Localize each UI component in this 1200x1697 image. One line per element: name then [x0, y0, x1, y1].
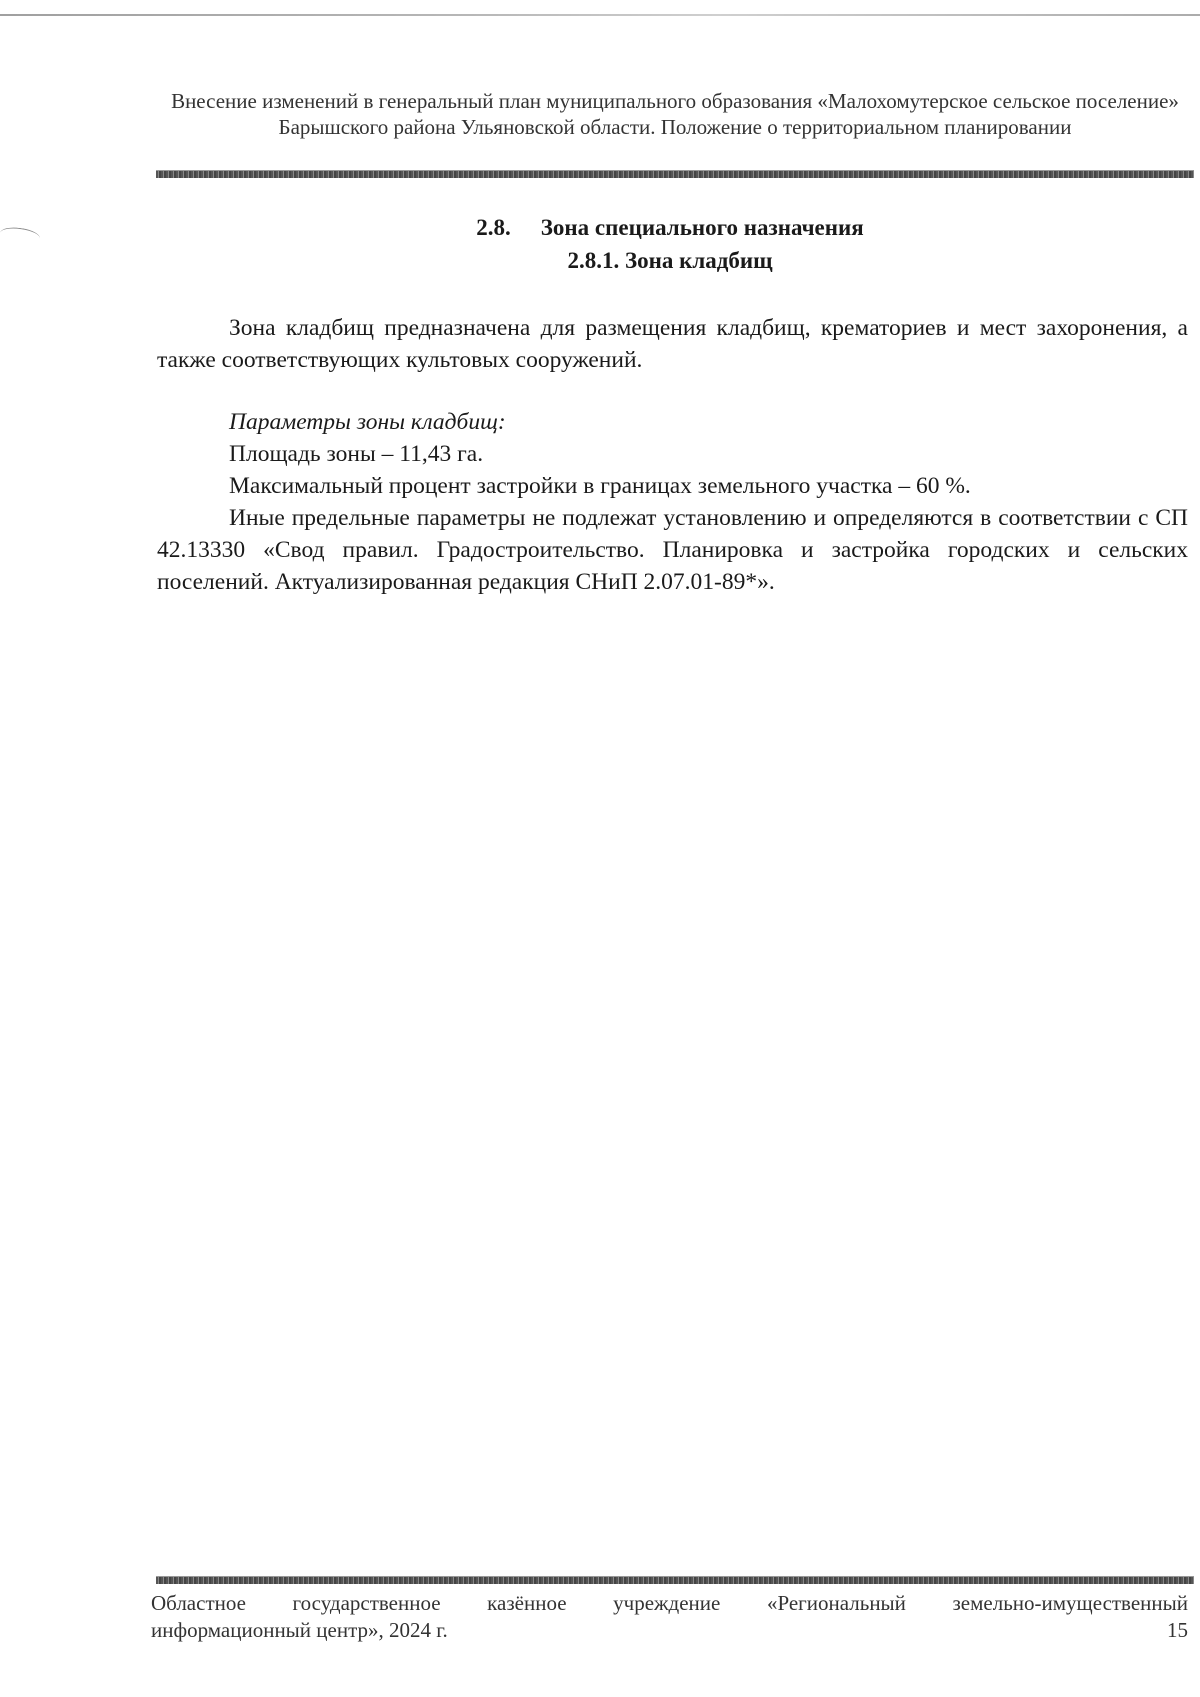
- section-number: 2.8.: [476, 215, 511, 240]
- footer-divider: [156, 1576, 1194, 1584]
- parameter-other: Иные предельные параметры не подлежат установлению и определяются в соответствии с СП 42.13330 «Свод правил. Градостроительство. Планировка и застройка городских и сельских поселений. Актуализированная редакция СНиП 2.07.01-89*».: [157, 505, 1188, 595]
- parameter-max-percent: Максимальный процент застройки в границах земельного участка – 60 %.: [229, 473, 971, 499]
- running-header: Внесение изменений в генеральный план муниципального образования «Малохомутерское сельское поселение» Барышского района Ульяновской области. Положение о территориальном планировании: [171, 89, 1179, 139]
- section-heading: [0, 215, 1200, 241]
- page-number: 15: [1167, 1618, 1188, 1642]
- intro-block: [157, 312, 1188, 376]
- footer-line-1: Областное государственное казённое учреждение «Региональный земельно-имущественный: [151, 1591, 1188, 1615]
- footer-line-2: [151, 1617, 1188, 1644]
- parameter-area: Площадь зоны – 11,43 га.: [229, 441, 484, 467]
- scan-edge-line: [0, 14, 1200, 16]
- header-divider: [156, 170, 1194, 178]
- parameters-heading: Параметры зоны кладбищ:: [229, 409, 506, 435]
- footer-organization-tail: информационный центр», 2024 г.: [151, 1618, 448, 1642]
- intro-paragraph: Зона кладбищ предназначена для размещения кладбищ, крематориев и мест захоронения, а также соответствующих культовых сооружений.: [157, 315, 1188, 373]
- section-title: Зона специального назначения: [540, 215, 864, 240]
- parameters-block: [157, 406, 1188, 598]
- subsection-heading: 2.8.1. Зона кладбищ: [567, 248, 773, 273]
